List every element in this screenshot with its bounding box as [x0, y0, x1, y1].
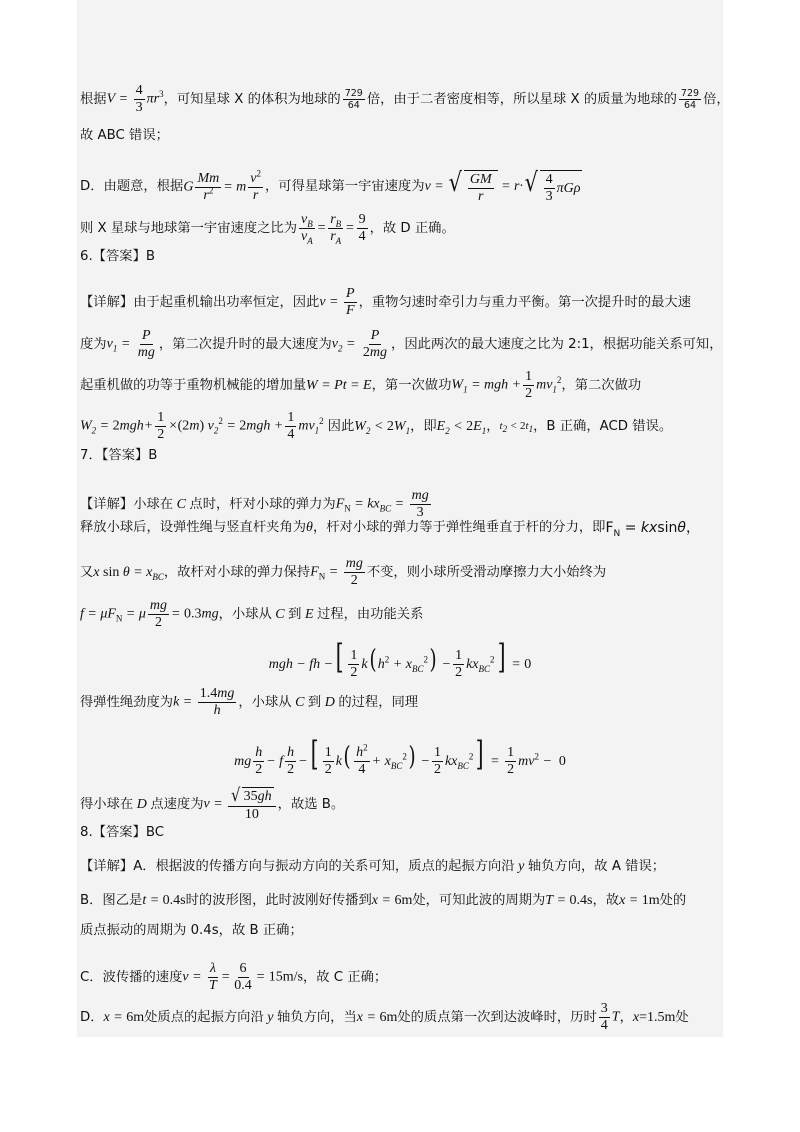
text: 得弹性绳劲度为 — [80, 694, 174, 710]
formula-gravity: G $\frac{Mm}{r^2}$ = m $\frac{v^2}{r}$ — [183, 167, 262, 203]
formula-friction: $f = \mu F_N = \mu$ $\frac{mg}{2}$ = 0.3mg — [80, 598, 219, 630]
formula-x-6m: x = 6m — [103, 1009, 145, 1025]
formula-w2: $W_2 = 2mgh+$ $\frac{1}{2}$ ×(2m) $v_2^2 = 2mgh$ + $\frac{1}{4}$ $mv_1^2$ — [80, 410, 324, 442]
text: 处，可知此波的周期为 — [412, 893, 546, 909]
formula-v-result: v = √ 35 gh 10 — [204, 787, 278, 822]
text: ，因此两次的最大速度之比为 2:1，根据功能关系可知， — [391, 336, 723, 352]
detail-tag: 【详解】 — [80, 859, 134, 875]
formula-e2-lt-2e1: $E_2 < 2E_1$ — [436, 418, 487, 436]
formula-fn-half: $F_N$ = $\frac{mg}{2}$ — [310, 556, 363, 588]
formula-energy-c-d: mg $\frac{h}{2}$ − f $\frac{h}{2}$ −[ $\frac{1}{2}$ k( $\frac{h^2}{4}$ + $x_{BC}^2$) − $\frac{1}{2}$ $kx_{BC}^2$] = $\frac{1}{2}$ $mv^2 - 0$ — [234, 734, 566, 778]
text: 由于起重机输出功率恒定，因此 — [133, 294, 320, 310]
text: 倍， — [703, 91, 730, 107]
text: 处质点的起振方向沿 — [144, 1009, 264, 1025]
text: 根据 — [80, 91, 107, 107]
fraction-729-64: $\frac{729}{64}$ — [344, 87, 363, 111]
text: 到 — [307, 694, 322, 710]
text: 小球在 — [133, 496, 174, 512]
text: 又 — [80, 564, 94, 580]
text: A．根据波的传播方向与振动方向的关系可知，质点的起振方向沿 — [133, 859, 515, 875]
formula-fn-kxsin: $F_N = kxsin\theta$， — [605, 520, 700, 539]
axis-y: y — [514, 859, 528, 874]
text: D． — [80, 1009, 104, 1025]
formula-x-15m: x=1.5m — [632, 1009, 676, 1025]
formula-work-energy: W = Pt = E — [306, 377, 372, 393]
text: C．波传播的速度 — [80, 969, 183, 985]
formula-velocity-ratio: $\frac{v_B}{v_A}$ = $\frac{r_B}{r_A}$ = $\frac{9}{4}$ — [301, 212, 366, 246]
equation-c-to-d — [80, 734, 720, 778]
text: 起重机做的功等于重物机械能的增加量 — [80, 377, 307, 393]
text: 释放小球后，设弹性绳与竖直杆夹角为 — [80, 520, 307, 536]
formula-first-cosmic-velocity: v = √ $\frac{GM}{r}$ = r· √ $\frac{4}{3}$ πGρ — [424, 168, 581, 204]
text: 时的波形图，此时波刚好传播到 — [185, 893, 372, 909]
formula-v1: $v_1$ = $\frac{P}{mg}$ — [106, 328, 155, 360]
text: 轴负方向，故 A 错误； — [527, 859, 666, 875]
text: ，第二次做功 — [561, 377, 642, 393]
text: 处的 — [659, 893, 687, 909]
text: 到 — [288, 606, 302, 622]
text-line — [80, 213, 720, 244]
text: ，即 — [410, 418, 437, 434]
text: ，故 — [592, 893, 620, 909]
text: 处 — [675, 1009, 689, 1025]
text-line — [80, 962, 720, 993]
formula-x-6m: x = 6m — [356, 1009, 398, 1025]
text-line: $W_2 = 2mgh+$ $\frac{1}{2}$ ×(2m) $v_2^2 = 2mgh$ + $\frac{1}{4}$ $mv_1^2$ 因此 $W_2 < 2W_1$ ，即 $E_2 < 2E_1$ ， $t_2 < 2t_1$ ，B 正确，ACD 错误。 — [80, 410, 673, 442]
theta: θ — [306, 520, 313, 535]
text-line — [80, 894, 720, 908]
text-line — [80, 860, 720, 874]
text: 质点振动的周期为 0.4s，故 B 正确； — [80, 923, 303, 938]
text: ，小球从 — [238, 694, 292, 710]
answer-heading: 6.【答案】B — [80, 249, 155, 264]
text: ，第一次做功 — [371, 377, 452, 393]
text: 得小球在 — [80, 796, 134, 812]
equation-c-to-e — [80, 637, 720, 681]
point-c: C — [271, 606, 289, 622]
text-line — [80, 167, 720, 204]
point-e: E — [301, 606, 317, 622]
text: 处的质点第一次到达波峰时，历时 — [397, 1009, 597, 1025]
text-line — [80, 787, 720, 822]
text-line — [80, 83, 730, 115]
formula-wave-speed: v = $\frac{\lambda}{T}$ = $\frac{6}{0.4}$ = 15m/s — [182, 961, 303, 993]
formula-fn-c: $F_N = kx_{BC}$ = $\frac{mg}{3}$ — [335, 488, 429, 520]
text: 度为 — [80, 336, 107, 352]
text: 因此 — [327, 418, 355, 434]
formula-v-p-over-f: v = $\frac{P}{F}$ — [319, 286, 355, 318]
text: ，故选 B。 — [277, 796, 345, 812]
text: 过程，由功能关系 — [317, 606, 424, 622]
text: ，可得星球第一宇宙速度为 — [265, 179, 425, 195]
text-line — [80, 129, 720, 142]
point-d: D — [133, 796, 151, 812]
text: ，故 C 正确； — [302, 969, 388, 985]
text: 故 ABC 错误； — [80, 128, 169, 143]
formula-t-04s: t = 0.4s — [142, 893, 186, 908]
point-d: D — [321, 694, 339, 710]
detail-tag: 【详解】 — [80, 496, 134, 512]
formula-x-6m: x = 6m — [371, 893, 413, 908]
text-line — [80, 370, 720, 401]
text-line — [80, 924, 720, 937]
formula-w2-lt-2w1: $W_2 < 2W_1$ — [354, 418, 411, 436]
axis-y: y — [263, 1009, 277, 1025]
formula-three-quarter-t: $\frac{3}{4}$ T — [600, 1001, 620, 1033]
formula-energy-c-e: mgh − fh −[ $\frac{1}{2}$ k( $h^2 + x_{BC}^2$) − $\frac{1}{2}$ $kx_{BC}^2] = 0$ — [268, 637, 532, 681]
formula-v2: $v_2$ = $\frac{P}{2mg}$ — [331, 328, 388, 360]
text: ，杆对小球的弹力等于弹性绳垂直于杆的分力，即 — [312, 520, 606, 536]
text: ， — [619, 1009, 633, 1025]
answer-heading: 8.【答案】BC — [80, 825, 165, 840]
formula-volume: V = $\frac{4}{3}$ $\pi r^3$ — [106, 83, 164, 115]
text-line — [80, 557, 720, 588]
point-c: C — [173, 496, 190, 512]
text: 倍，由于二者密度相等，所以星球 X 的质量为地球的 — [366, 91, 677, 107]
text-line — [80, 489, 720, 520]
text-line — [80, 328, 723, 360]
formula-k: k = $\frac{1.4mg}{h}$ — [173, 686, 235, 718]
text: ，故 D 正确。 — [369, 220, 455, 236]
formula-xsin: x $\sin \theta = x_{BC}$ — [93, 564, 164, 582]
text: 的过程，同理 — [338, 694, 419, 710]
text: 轴负方向，当 — [277, 1009, 357, 1025]
formula-w1: $W_1$ = mgh + $\frac{1}{2}$ $mv_1^2$ — [451, 369, 562, 401]
text: ，小球从 — [218, 606, 272, 622]
answer-heading: 7．【答案】B — [80, 448, 158, 463]
detail-tag: 【详解】 — [80, 294, 134, 310]
formula-x-1m: x = 1m — [619, 893, 660, 908]
point-c: C — [291, 694, 308, 710]
text: 不变，则小球所受滑动摩擦力大小始终为 — [366, 564, 607, 580]
text-line — [80, 520, 720, 539]
text: ，故杆对小球的弹力保持 — [163, 564, 311, 580]
text-line — [80, 287, 720, 318]
text: ，可知星球 X 的体积为地球的 — [163, 91, 341, 107]
text-line — [80, 1002, 720, 1033]
formula-period: T = 0.4s — [545, 893, 593, 908]
formula-t2-lt-2t1: $t_2 < 2t_1$ — [499, 420, 534, 435]
text: 点速度为 — [150, 796, 204, 812]
text: 点时，杆对小球的弹力为 — [189, 496, 336, 512]
text: 则 X 星球与地球第一宇宙速度之比为 — [80, 220, 298, 236]
text-line — [80, 687, 720, 718]
text: D．由题意，根据 — [80, 179, 184, 195]
text: ，第二次提升时的最大速度为 — [158, 336, 332, 352]
fraction-729-64: $\frac{729}{64}$ — [680, 87, 700, 111]
text: ，重物匀速时牵引力与重力平衡。第一次提升时的最大速 — [358, 294, 691, 310]
text: ，B 正确，ACD 错误。 — [533, 418, 673, 434]
text-line — [80, 599, 720, 630]
text: B．图乙是 — [80, 893, 143, 909]
